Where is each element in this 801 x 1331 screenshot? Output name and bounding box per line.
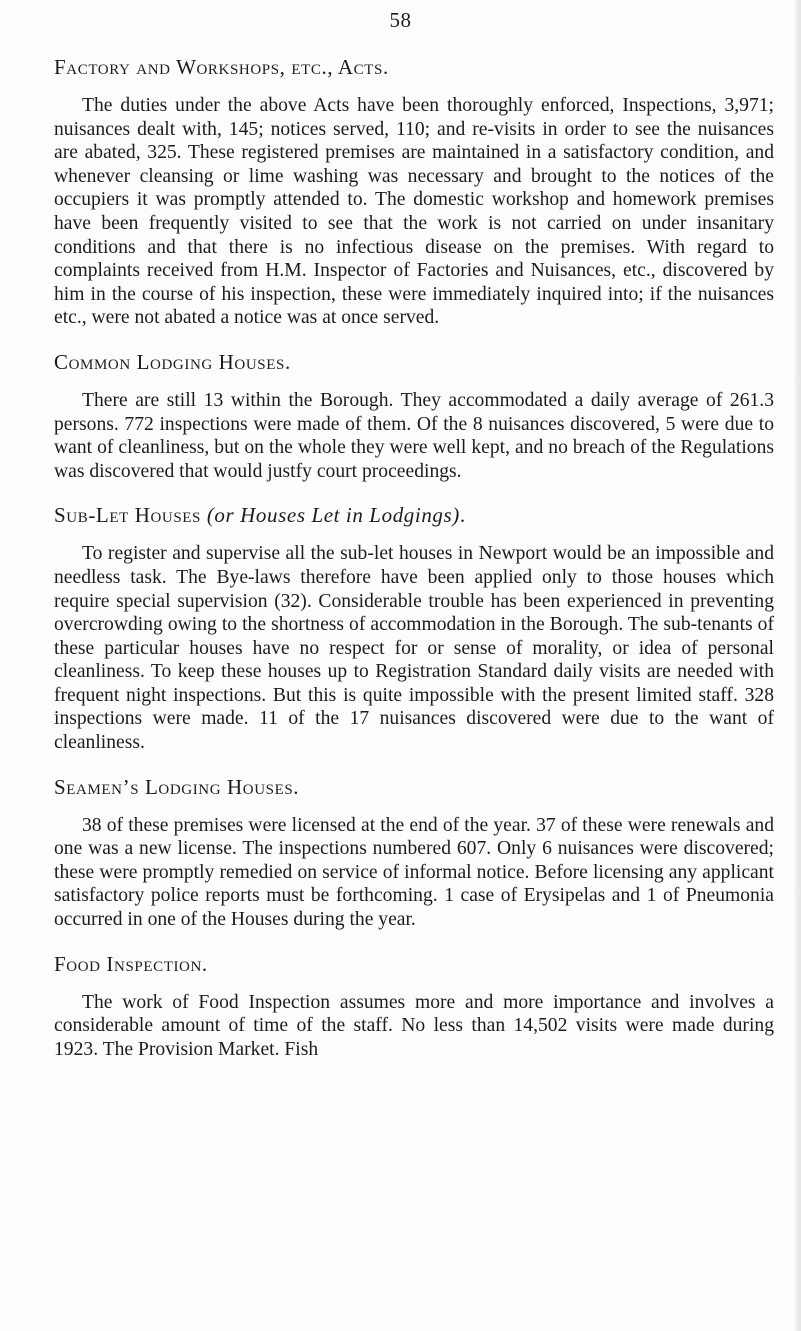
page-number: 58 <box>389 8 412 32</box>
section-heading <box>54 774 774 800</box>
section-heading <box>54 54 774 80</box>
paragraph: The work of Food Inspection assumes more and more importance and involves a considerable amount of time of the staff. No less than 14,502 visits were made during 1923. The Provision Market. Fish <box>54 991 774 1060</box>
page-edge-shadow <box>795 0 801 1331</box>
paragraph: To register and supervise all the sub-let houses in Newport would be an impossible and needless task. The Bye-laws therefore have been applied only to those houses which require special supervision (32). Considerable trouble has been experienced in preventing overcrowding owing to the shortness of accommodation in the Borough. The sub-tenants of these particular houses have no respect for or sense of morality, or idea of personal cleanliness. To keep these houses up to Registration Standard daily visits are needed with frequent night inspections. But this is quite impossible with the present limited staff. 328 inspections were made. 11 of the 17 nuisances discovered were due to the want of cleanliness. <box>54 543 774 754</box>
section-factory-workshops <box>54 54 774 330</box>
heading-text: Factory and Workshops, etc., Acts. <box>54 55 389 79</box>
page-body <box>54 54 774 1080</box>
section-heading <box>54 349 774 375</box>
section-common-lodging-houses <box>54 349 774 483</box>
heading-tail: . <box>459 503 466 528</box>
paragraph: 38 of these premises were licensed at the end of the year. 37 of these were renewals and one was a new license. The inspections numbered 607. Only 6 nuisances were discovered; these were promptly remedied on service of informal notice. Before licensing any applicant satisfactory police reports must be forthcoming. 1 case of Erysipelas and 1 of Pneumonia occurred in one of the Houses during the year. <box>54 814 774 931</box>
section-seamens-lodging-houses <box>54 774 774 932</box>
heading-text: Sub-Let Houses <box>54 503 207 528</box>
heading-text: Seamen’s Lodging Houses. <box>54 774 300 799</box>
paragraph: The duties under the above Acts have been thoroughly enforced, Inspections, 3,971; nuisances dealt with, 145; notices served, 110; and re-visits in order to see the nuisances are abated, 325. These registered premises are maintained in a satisfactory condition, and whenever cleansing or lime washing was necessary and brought to the notices of the occupiers it was promptly attended to. The domestic workshop and homework premises have been frequently visited to see that the work is not carried on under insanitary conditions and that there is no infectious disease on the premises. With regard to complaints received from H.M. Inspector of Factories and Nuisances, etc., discovered by him in the course of his inspection, these were immediately inquired into; if the nuisances etc., were not abated a notice was at once served. <box>54 95 774 329</box>
heading-text: Common Lodging Houses. <box>54 349 291 374</box>
heading-italic-text: (or Houses Let in Lodgings) <box>206 503 460 528</box>
heading-text: Food Inspection. <box>54 951 208 976</box>
paragraph: There are still 13 within the Borough. They accommodated a daily average of 261.3 persons. 772 inspections were made of them. Of the 8 nuisances discovered, 5 were due to want of cleanliness, but on the whole they were well kept, and no breach of the Regulations was discovered that would justfy court proceedings. <box>54 389 774 482</box>
section-heading <box>54 502 774 528</box>
section-sub-let-houses <box>54 502 774 754</box>
section-heading <box>54 951 774 977</box>
section-food-inspection <box>54 951 774 1062</box>
